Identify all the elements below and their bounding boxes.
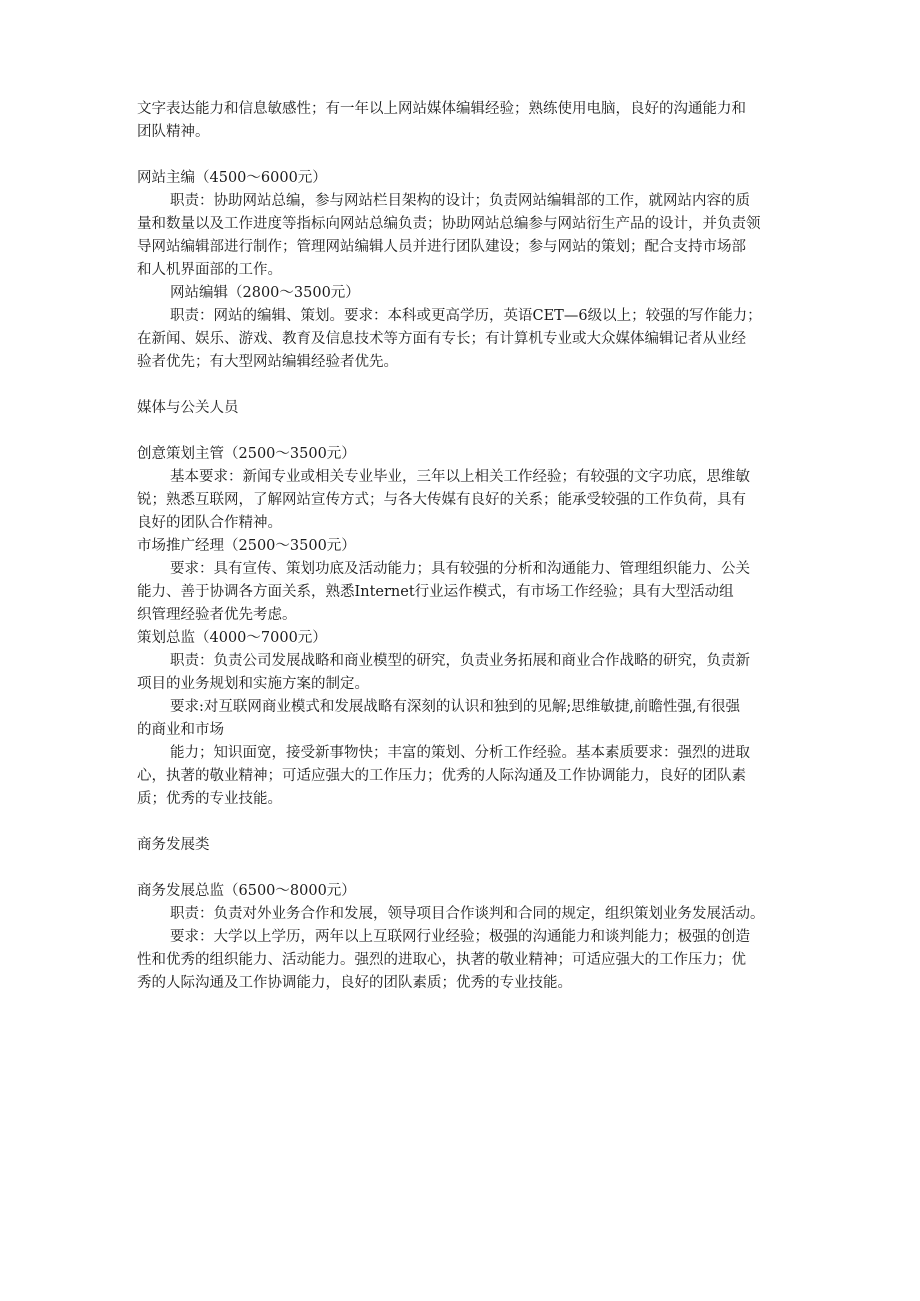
paragraph-gap (137, 144, 797, 167)
paragraph-gap (137, 374, 797, 397)
text-line: 验者优先；有大型网站编辑经验者优先。 (137, 354, 398, 370)
text-line: 商务发展总监（6500～8000元） (137, 883, 356, 899)
paragraph-gap (137, 857, 797, 880)
text-line: 能力；知识面宽，接受新事物快；丰富的策划、分析工作经验。基本素质要求：强烈的进取 (170, 745, 750, 761)
paragraph-gap (137, 420, 797, 443)
text-line: 的商业和市场 (137, 722, 224, 738)
text-line: 商务发展类 (137, 837, 210, 853)
text-line: 职责：网站的编辑、策划。要求：本科或更高学历，英语CET—6级以上；较强的写作能力； (170, 308, 762, 324)
text-line: 要求:对互联网商业模式和发展战略有深刻的认识和独到的见解;思维敏捷,前瞻性强,有很强 (170, 699, 740, 715)
text-line: 锐；熟悉互联网，了解网站宣传方式；与各大传媒有良好的关系；能承受较强的工作负荷，具有 (137, 492, 746, 508)
paragraph-gap (137, 811, 797, 834)
text-line: 量和数量以及工作进度等指标向网站总编负责；协助网站总编参与网站衍生产品的设计，并负责领 (137, 216, 761, 232)
text-line: 性和优秀的组织能力、活动能力。强烈的进取心，执著的敬业精神；可适应强大的工作压力；优 (137, 952, 746, 968)
text-line: 团队精神。 (137, 124, 210, 140)
text-line: 心，执著的敬业精神；可适应强大的工作压力；优秀的人际沟通及工作协调能力，良好的团队素 (137, 768, 746, 784)
text-line: 要求：具有宣传、策划功底及活动能力；具有较强的分析和沟通能力、管理组织能力、公关 (170, 561, 750, 577)
text-line: 网站编辑（2800～3500元） (170, 285, 360, 301)
text-line: 策划总监（4000～7000元） (137, 630, 327, 646)
text-line: 质；优秀的专业技能。 (137, 791, 282, 807)
text-line: 织管理经验者优先考虑。 (137, 607, 297, 623)
text-line: 良好的团队合作精神。 (137, 515, 282, 531)
text-line: 项目的业务规划和实施方案的制定。 (137, 676, 369, 692)
text-line: 职责：负责对外业务合作和发展，领导项目合作谈判和合同的规定，组织策划业务发展活动。 (170, 906, 765, 922)
text-line: 职责：协助网站总编，参与网站栏目架构的设计；负责网站编辑部的工作，就网站内容的质 (170, 193, 750, 209)
text-line: 能力、善于协调各方面关系，熟悉Internet行业运作模式，有市场工作经验；具有大型活动组 (137, 584, 734, 600)
text-line: 网站主编（4500～6000元） (137, 170, 327, 186)
text-line: 创意策划主管（2500～3500元） (137, 446, 356, 462)
text-line: 和人机界面部的工作。 (137, 262, 282, 278)
text-line: 媒体与公关人员 (137, 400, 239, 416)
document-page (137, 98, 797, 995)
text-line: 职责：负责公司发展战略和商业模型的研究，负责业务拓展和商业合作战略的研究，负责新 (170, 653, 750, 669)
text-line: 导网站编辑部进行制作；管理网站编辑人员并进行团队建设；参与网站的策划；配合支持市场部 (137, 239, 746, 255)
text-line: 基本要求：新闻专业或相关专业毕业，三年以上相关工作经验；有较强的文字功底，思维敏 (170, 469, 750, 485)
text-line: 市场推广经理（2500～3500元） (137, 538, 356, 554)
text-line: 秀的人际沟通及工作协调能力，良好的团队素质；优秀的专业技能。 (137, 975, 572, 991)
text-line: 要求：大学以上学历，两年以上互联网行业经验；极强的沟通能力和谈判能力；极强的创造 (170, 929, 750, 945)
text-line: 在新闻、娱乐、游戏、教育及信息技术等方面有专长；有计算机专业或大众媒体编辑记者从业经 (137, 331, 746, 347)
text-line: 文字表达能力和信息敏感性；有一年以上网站媒体编辑经验；熟练使用电脑，良好的沟通能力和 (137, 101, 746, 117)
